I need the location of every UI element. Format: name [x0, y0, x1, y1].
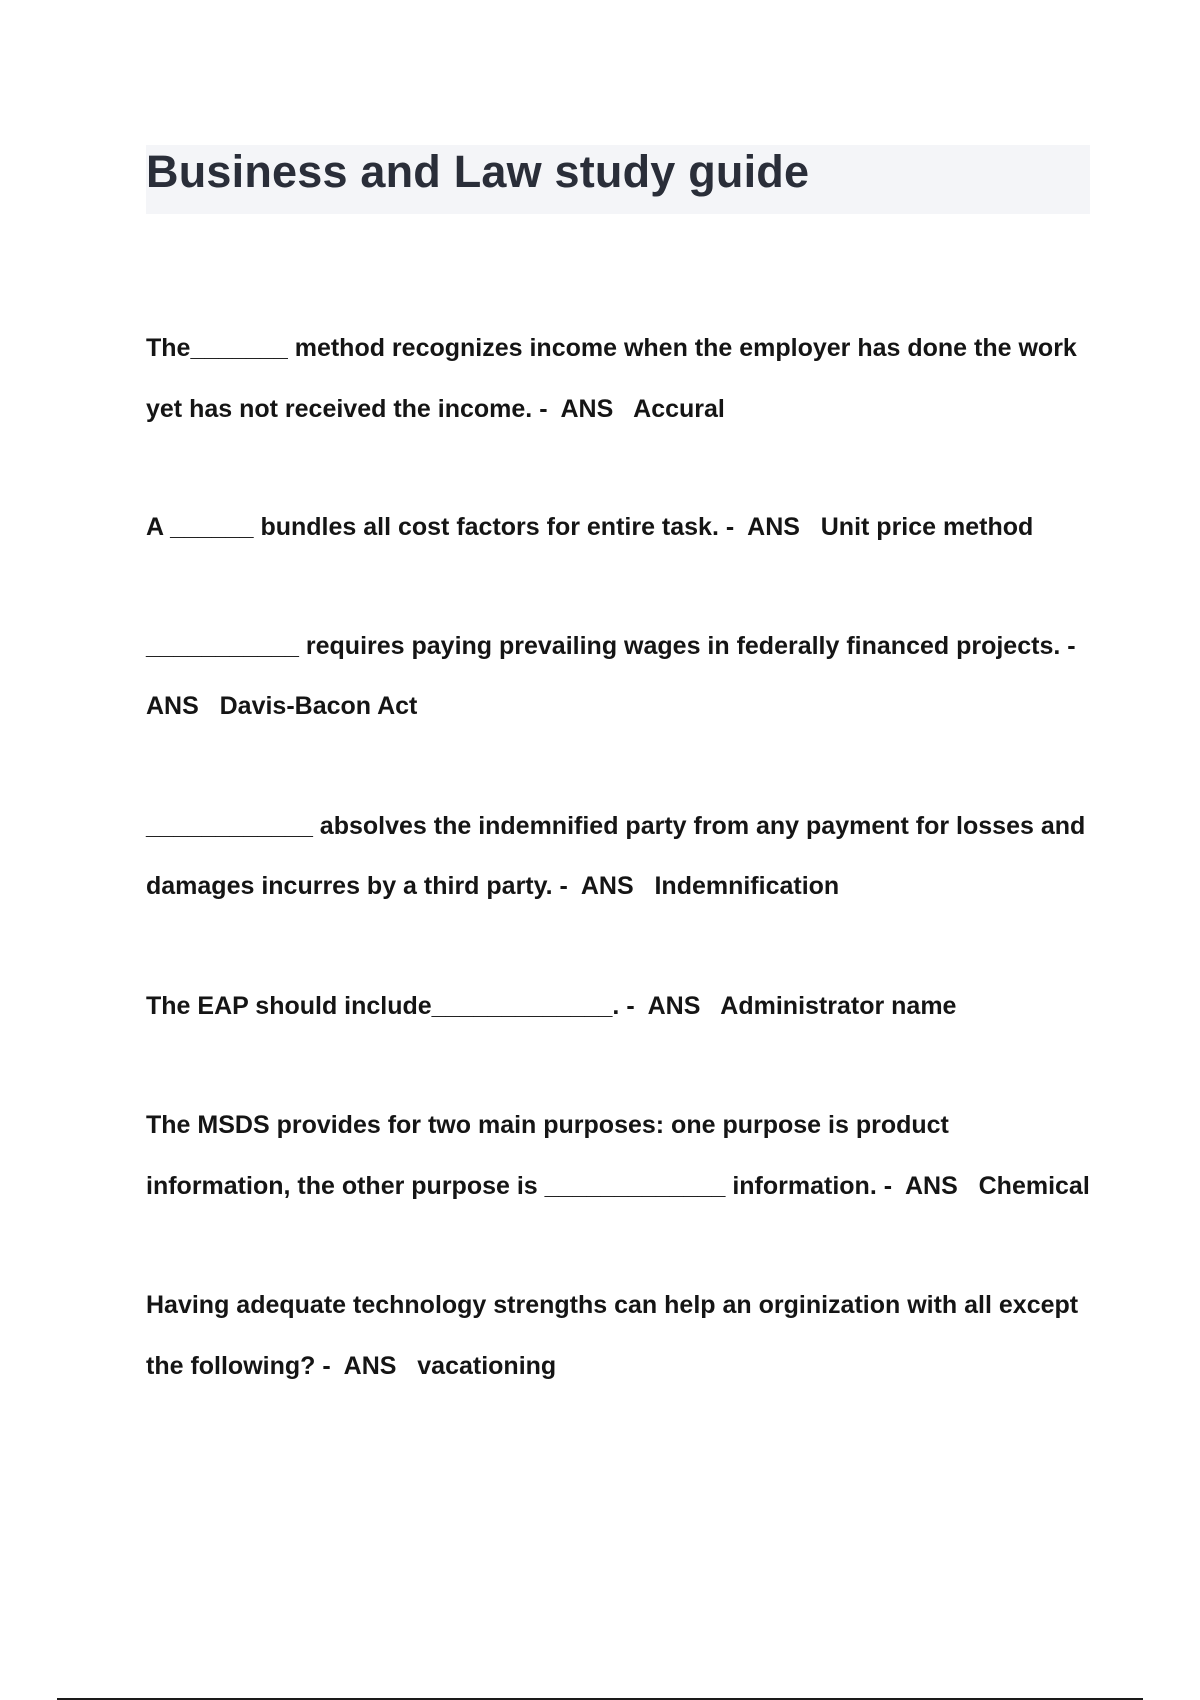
question-item-2: A ______ bundles all cost factors for entire task. - ANS Unit price method: [146, 513, 1034, 541]
document-title: Business and Law study guide: [146, 146, 810, 197]
question-item-6: The MSDS provides for two main purposes: one purpose is product information, the other purpose is _____________ information. - ANS Chemical: [146, 1111, 1090, 1200]
spacer: [146, 917, 1090, 976]
question-item-3: ___________ requires paying prevailing wages in federally financed projects. - ANS Davis-Bacon Act: [146, 631, 1089, 720]
spacer: [146, 1036, 1090, 1095]
question-item-4: ____________ absolves the indemnified party from any payment for losses and damages incurres by a third party. - ANS Indemnification: [146, 811, 1093, 900]
question-item-1: The_______ method recognizes income when the employer has done the work yet has not received the income. - ANS Accural: [146, 334, 1084, 423]
spacer: [146, 737, 1090, 796]
question-item-7: Having adequate technology strengths can help an orginization with all except the following? - ANS vacationing: [146, 1291, 1086, 1380]
spacer: [146, 439, 1090, 497]
spacer: [146, 558, 1090, 616]
spacer: [146, 1216, 1090, 1275]
question-list: [146, 318, 1093, 1396]
question-item-5: The EAP should include_____________. - ANS Administrator name: [146, 991, 957, 1020]
